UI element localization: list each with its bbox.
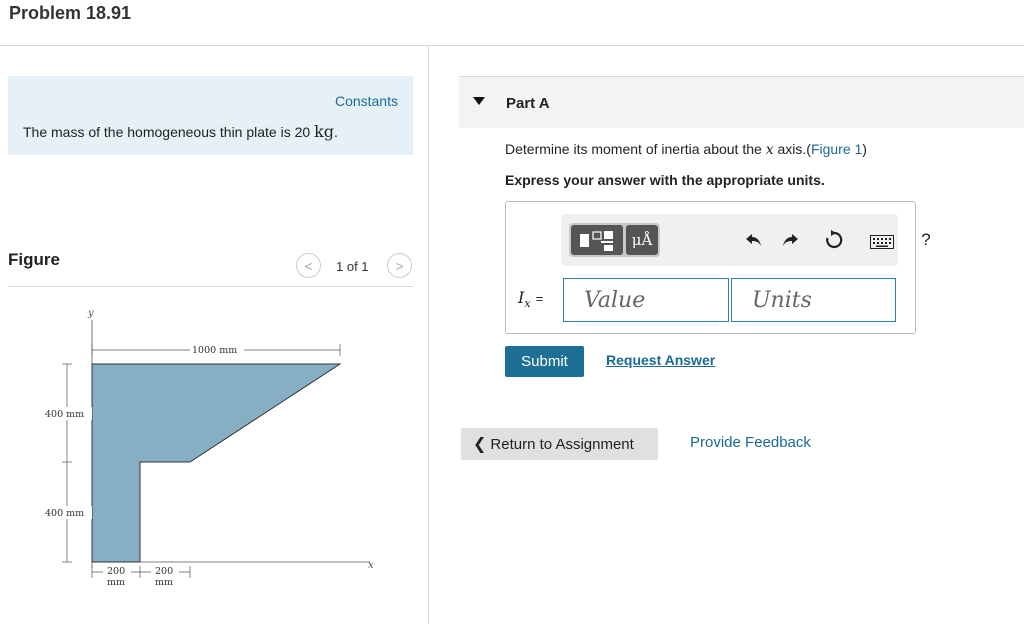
constants-panel	[8, 76, 413, 155]
constants-link[interactable]: Constants	[334, 93, 398, 109]
template-icon	[577, 228, 617, 252]
figure-link[interactable]: Figure 1	[810, 141, 863, 157]
part-a-header[interactable]	[459, 76, 1024, 128]
redo-button[interactable]	[777, 228, 803, 252]
return-to-assignment-button[interactable]	[461, 428, 658, 460]
constants-text	[23, 122, 338, 141]
variable-label	[518, 288, 543, 310]
y-axis-label: y	[88, 308, 94, 319]
units-input[interactable]	[731, 278, 896, 322]
units-button[interactable]	[626, 225, 658, 255]
equals-sign: =	[535, 291, 544, 306]
answer-panel	[505, 201, 931, 334]
question-after: axis.(	[773, 141, 811, 157]
request-answer-link[interactable]: Request Answer	[606, 352, 716, 368]
keyboard-button[interactable]	[869, 230, 895, 254]
chevron-right-icon: >	[395, 257, 404, 274]
value-input[interactable]	[563, 278, 729, 322]
seg1-value: 200	[107, 566, 126, 577]
column-divider	[428, 46, 429, 624]
constants-text-before: The mass of the homogeneous thin plate is 20	[23, 124, 315, 140]
figure-counter: 1 of 1	[336, 259, 369, 274]
figure-next-button[interactable]	[387, 253, 412, 278]
units-icon: μÅ	[631, 231, 653, 249]
template-button[interactable]	[571, 225, 623, 255]
redo-icon	[781, 232, 799, 248]
header-divider	[0, 45, 1024, 46]
return-label: Return to Assignment	[490, 435, 634, 453]
height-top-label: 400 mm	[45, 409, 85, 420]
chevron-left-icon: ❮	[473, 436, 487, 453]
question-text	[505, 141, 867, 158]
reset-icon	[824, 230, 844, 250]
help-icon: ?	[921, 230, 931, 249]
seg2-value: 200	[155, 566, 174, 577]
undo-icon	[745, 232, 763, 248]
chevron-left-icon: <	[304, 257, 313, 274]
figure-divider	[8, 286, 413, 287]
tool-group	[569, 223, 660, 257]
width-label: 1000 mm	[192, 345, 238, 356]
constants-text-after: .	[334, 124, 338, 140]
variable-subscript: x	[524, 297, 531, 311]
x-axis-label: x	[368, 560, 374, 571]
figure-heading: Figure	[8, 250, 60, 269]
undo-button[interactable]	[741, 228, 767, 252]
math-toolbar	[561, 214, 931, 266]
help-button[interactable]	[913, 228, 939, 252]
question-before: Determine its moment of inertia about the	[505, 141, 766, 157]
figure-diagram	[30, 300, 390, 600]
keyboard-icon	[870, 235, 894, 249]
plate-shape	[92, 364, 340, 562]
provide-feedback-link[interactable]: Provide Feedback	[690, 434, 811, 451]
seg1-unit: mm	[107, 577, 126, 588]
instruction-text: Express your answer with the appropriate units.	[505, 172, 825, 188]
part-title: Part A	[506, 95, 550, 112]
mass-unit: kg	[314, 122, 335, 141]
figure-prev-button[interactable]	[296, 253, 321, 278]
caret-down-icon[interactable]	[473, 97, 485, 105]
page-title: Problem 18.91	[9, 3, 132, 23]
reset-button[interactable]	[821, 228, 847, 252]
seg2-unit: mm	[155, 577, 174, 588]
question-close: )	[862, 141, 867, 157]
height-bottom-label: 400 mm	[45, 508, 85, 519]
submit-button[interactable]: Submit	[505, 346, 584, 377]
variable-symbol: I	[518, 288, 525, 307]
question-variable: x	[765, 142, 774, 158]
